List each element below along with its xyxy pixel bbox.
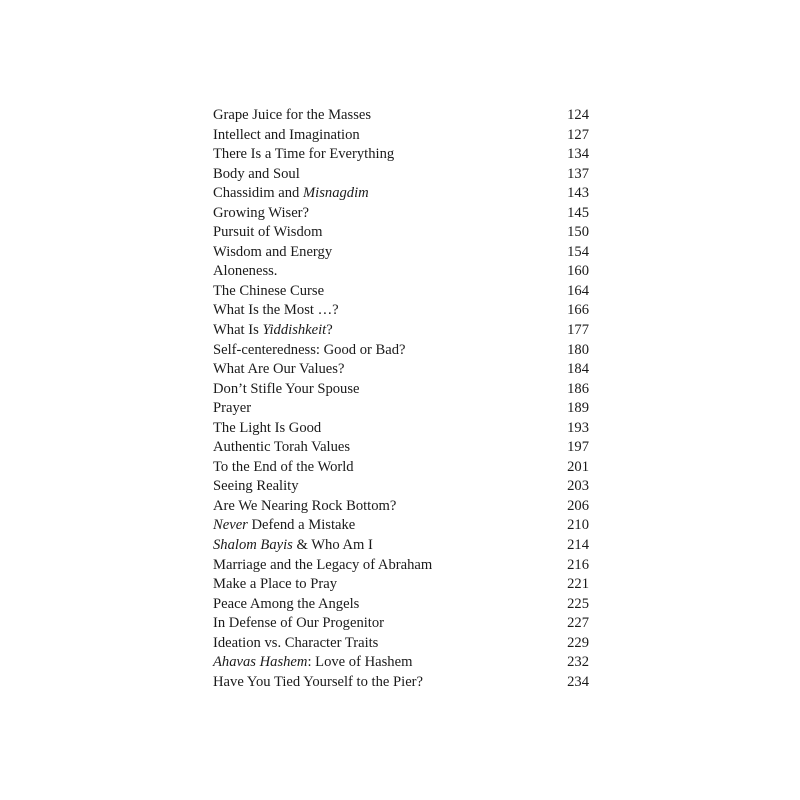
toc-entry-page-number: 134 xyxy=(567,146,589,163)
toc-entry-page-number: 180 xyxy=(567,341,589,358)
toc-title-segment: Have You Tied Yourself to the Pier? xyxy=(213,673,424,690)
toc-title-segment: What Are Our Values? xyxy=(213,361,345,378)
toc-entry-page-number: 127 xyxy=(567,126,589,143)
toc-entry-title xyxy=(213,595,359,615)
toc-entry xyxy=(213,458,589,478)
toc-title-italic-segment: Yiddishkeit xyxy=(262,322,327,339)
toc-entry-title xyxy=(213,321,333,341)
toc-title-segment: In Defense of Our Progenitor xyxy=(213,615,385,632)
toc-entry-title xyxy=(213,184,369,204)
toc-entry-page-number: 154 xyxy=(567,243,589,260)
toc-entry-page-number: 203 xyxy=(567,478,589,495)
toc-entry xyxy=(213,380,589,400)
toc-entry-page-number: 145 xyxy=(567,204,589,221)
toc-entry-page-number: 225 xyxy=(567,595,589,612)
toc-entry-title xyxy=(213,516,355,536)
toc-title-segment: : Love of Hashem xyxy=(307,654,413,671)
toc-entry-page-number: 137 xyxy=(567,165,589,182)
toc-entry-page-number: 201 xyxy=(567,458,589,475)
toc-entry-page-number: 227 xyxy=(567,615,589,632)
toc-entry xyxy=(213,360,589,380)
toc-entry-title xyxy=(213,634,378,654)
toc-title-segment: Intellect and Imagination xyxy=(213,126,360,143)
toc-entry xyxy=(213,145,589,165)
toc-entry-title xyxy=(213,673,423,693)
toc-entry-page-number: 166 xyxy=(567,302,589,319)
toc-entry xyxy=(213,184,589,204)
toc-entry xyxy=(213,536,589,556)
toc-entry-title xyxy=(213,419,321,439)
toc-entry xyxy=(213,301,589,321)
toc-title-segment: To the End of the World xyxy=(213,458,354,475)
toc-entry-page-number: 150 xyxy=(567,224,589,241)
toc-title-segment: Authentic Torah Values xyxy=(213,439,351,456)
toc-entry xyxy=(213,106,589,126)
toc-title-segment: & Who Am I xyxy=(292,537,373,554)
toc-entry xyxy=(213,634,589,654)
toc-title-segment: Body and Soul xyxy=(213,165,300,182)
toc-entry-title xyxy=(213,653,412,673)
toc-entry xyxy=(213,556,589,576)
toc-title-segment: Self-centeredness: Good or Bad? xyxy=(213,341,406,358)
toc-title-segment: Wisdom and Energy xyxy=(213,243,333,260)
toc-entry-title xyxy=(213,262,277,282)
toc-entry-title xyxy=(213,536,373,556)
toc-entry-title xyxy=(213,438,350,458)
toc-entry xyxy=(213,595,589,615)
toc-title-segment: Ideation vs. Character Traits xyxy=(213,634,379,651)
toc-entry-page-number: 143 xyxy=(567,185,589,202)
toc-entry-page-number: 193 xyxy=(567,419,589,436)
toc-entry xyxy=(213,516,589,536)
toc-entry-page-number: 164 xyxy=(567,282,589,299)
toc-entry-title xyxy=(213,223,322,243)
toc-entry-page-number: 210 xyxy=(567,517,589,534)
toc-entry-page-number: 221 xyxy=(567,576,589,593)
toc-title-segment: Don’t Stifle Your Spouse xyxy=(213,380,360,397)
toc-entry xyxy=(213,126,589,146)
toc-entry-page-number: 177 xyxy=(567,322,589,339)
toc-entry xyxy=(213,262,589,282)
toc-entry-title xyxy=(213,106,371,126)
toc-title-segment: Chassidim and xyxy=(213,185,303,202)
toc-entry xyxy=(213,204,589,224)
toc-title-segment: ? xyxy=(326,322,333,339)
toc-entry-page-number: 206 xyxy=(567,497,589,514)
toc-title-segment: There Is a Time for Everything xyxy=(213,146,395,163)
toc-entry-title xyxy=(213,165,300,185)
toc-entry-title xyxy=(213,556,432,576)
toc-title-segment: Peace Among the Angels xyxy=(213,595,360,612)
toc-entry-title xyxy=(213,497,396,517)
table-of-contents xyxy=(213,106,589,692)
toc-entry xyxy=(213,438,589,458)
toc-entry xyxy=(213,223,589,243)
toc-entry-page-number: 184 xyxy=(567,361,589,378)
toc-title-segment: Marriage and the Legacy of Abraham xyxy=(213,556,433,573)
toc-entry-title xyxy=(213,380,360,400)
toc-title-segment: Pursuit of Wisdom xyxy=(213,224,323,241)
toc-entry-title xyxy=(213,360,344,380)
toc-title-italic-segment: Shalom Bayis xyxy=(213,537,293,554)
toc-entry xyxy=(213,477,589,497)
toc-entry-title xyxy=(213,477,299,497)
toc-entry-title xyxy=(213,243,332,263)
toc-title-segment: Grape Juice for the Masses xyxy=(213,107,372,123)
toc-entry-title xyxy=(213,341,406,361)
toc-entry-page-number: 234 xyxy=(567,673,589,690)
toc-title-segment: What Is xyxy=(213,322,263,339)
toc-title-italic-segment: Ahavas Hashem xyxy=(213,654,308,671)
toc-title-segment: Defend a Mistake xyxy=(247,517,356,534)
toc-entry-title xyxy=(213,614,384,634)
toc-title-segment: Are We Nearing Rock Bottom? xyxy=(213,497,397,514)
toc-entry-page-number: 214 xyxy=(567,537,589,554)
toc-entry xyxy=(213,575,589,595)
toc-entry-title xyxy=(213,458,354,478)
toc-entry-title xyxy=(213,126,360,146)
toc-entry-page-number: 186 xyxy=(567,380,589,397)
toc-title-segment: Seeing Reality xyxy=(213,478,299,495)
toc-entry xyxy=(213,673,589,693)
toc-entry-page-number: 124 xyxy=(567,107,589,123)
toc-entry xyxy=(213,321,589,341)
toc-title-italic-segment: Misnagdim xyxy=(303,185,369,202)
toc-entry-title xyxy=(213,282,324,302)
toc-title-segment: The Chinese Curse xyxy=(213,282,325,299)
toc-entry-page-number: 189 xyxy=(567,400,589,417)
toc-entry-title xyxy=(213,575,337,595)
toc-title-segment: Growing Wiser? xyxy=(213,204,310,221)
toc-title-segment: Aloneness. xyxy=(213,263,278,280)
toc-entry-page-number: 232 xyxy=(567,654,589,671)
toc-title-segment: Prayer xyxy=(213,400,252,417)
toc-entry xyxy=(213,653,589,673)
toc-entry xyxy=(213,497,589,517)
toc-title-segment: What Is the Most …? xyxy=(213,302,339,319)
toc-title-segment: The Light Is Good xyxy=(213,419,322,436)
toc-entry xyxy=(213,419,589,439)
toc-entry-page-number: 229 xyxy=(567,634,589,651)
toc-entry-title xyxy=(213,145,394,165)
toc-entry-page-number: 160 xyxy=(567,263,589,280)
toc-entry xyxy=(213,341,589,361)
toc-entry xyxy=(213,165,589,185)
toc-entry-title xyxy=(213,204,309,224)
toc-title-italic-segment: Never xyxy=(213,517,248,534)
toc-entry xyxy=(213,614,589,634)
toc-entry xyxy=(213,282,589,302)
toc-entry-page-number: 197 xyxy=(567,439,589,456)
toc-title-segment: Make a Place to Pray xyxy=(213,576,338,593)
toc-entry xyxy=(213,243,589,263)
toc-entry-page-number: 216 xyxy=(567,556,589,573)
toc-entry-title xyxy=(213,301,339,321)
toc-entry xyxy=(213,399,589,419)
toc-entry-title xyxy=(213,399,251,419)
